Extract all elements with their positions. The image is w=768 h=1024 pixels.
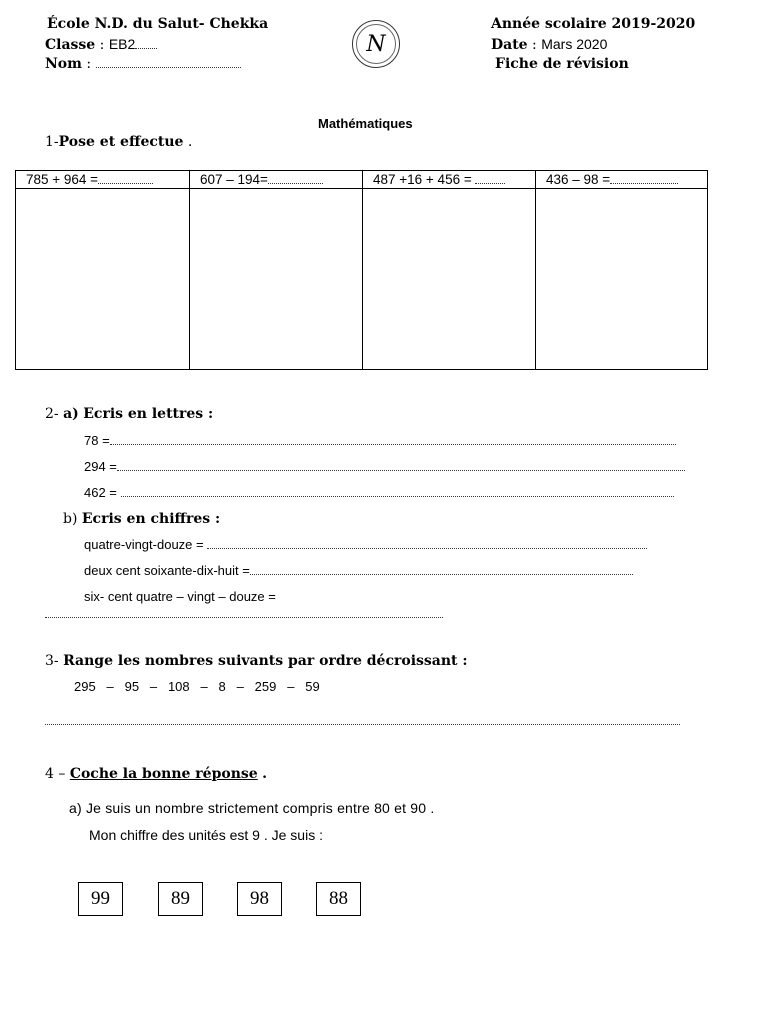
ex2-part-a-title: Ecris en lettres : — [83, 406, 214, 422]
answer-line[interactable] — [207, 538, 647, 549]
work-area[interactable] — [536, 189, 708, 370]
subject-title: Mathématiques — [318, 116, 413, 131]
ex4-instruction: Coche la bonne réponse — [69, 766, 258, 782]
ex4-number: 4 – — [45, 766, 66, 782]
choice-box[interactable]: 98 — [237, 882, 282, 916]
ex2b-line — [84, 537, 647, 552]
choice-box[interactable]: 99 — [78, 882, 123, 916]
choice-box[interactable]: 88 — [316, 882, 361, 916]
school-logo — [352, 20, 400, 68]
work-area[interactable] — [16, 189, 190, 370]
ex1-number: 1- — [45, 134, 59, 150]
name-field[interactable] — [96, 57, 241, 68]
op-dots — [475, 173, 505, 184]
ex3-instruction: Range les nombres suivants par ordre décroissant : — [63, 653, 468, 669]
answer-line[interactable] — [121, 486, 674, 497]
school-year: Année scolaire 2019-2020 — [491, 16, 696, 32]
ex2-heading — [45, 406, 213, 422]
ex2b-line — [84, 589, 276, 604]
ex2-number-value: 462 = — [84, 485, 117, 500]
class-line: Classe : EB2 — [45, 36, 157, 53]
date-value: Mars 2020 — [541, 36, 608, 52]
name-line: Nom : — [45, 56, 241, 72]
ex2-word-value: quatre-vingt-douze = — [84, 537, 204, 552]
op-label: 607 – 194= — [200, 172, 268, 187]
op-dots — [268, 173, 323, 184]
school-name: École N.D. du Salut- Chekka — [47, 16, 269, 32]
op-cell — [16, 171, 190, 189]
ex3-number: 3- — [45, 653, 59, 669]
date-line: Date : Mars 2020 — [491, 36, 608, 53]
class-label: Classe — [45, 37, 96, 53]
ex2-part-b: b) — [63, 511, 78, 527]
ex2b-line — [84, 563, 633, 578]
op-label: 785 + 964 = — [26, 172, 99, 187]
ex4-question-a2: Mon chiffre des unités est 9 . Je suis : — [89, 827, 323, 843]
ex2-part-b-title: Ecris en chiffres : — [81, 511, 221, 527]
ex4-question-a: a) Je suis un nombre strictement compris entre 80 et 90 . — [69, 800, 435, 816]
op-dots — [610, 173, 678, 184]
ex3-answer — [45, 710, 680, 729]
op-label: 487 +16 + 456 = — [373, 172, 472, 187]
ex2-word-value: deux cent soixante-dix-huit = — [84, 563, 250, 578]
op-cell — [363, 171, 536, 189]
class-dots — [135, 38, 157, 49]
answer-line[interactable] — [45, 607, 443, 618]
op-cell — [536, 171, 708, 189]
ex3-heading — [45, 653, 468, 669]
answer-line[interactable] — [250, 564, 633, 575]
sheet-title: Fiche de révision — [495, 56, 629, 72]
ex2-number: 2- — [45, 406, 59, 422]
ex1-instruction: Pose et effectue — [58, 134, 184, 150]
ex2-line — [84, 459, 685, 474]
class-value: EB2 — [108, 36, 136, 52]
op-label: 436 – 98 = — [546, 172, 611, 187]
ex3-sequence: 295 – 95 – 108 – 8 – 259 – 59 — [74, 679, 320, 694]
operations-table — [15, 170, 708, 370]
ex2-number-value: 294 = — [84, 459, 117, 474]
ex2b-heading — [63, 511, 220, 527]
ex2-line — [84, 433, 676, 448]
op-cell — [190, 171, 363, 189]
work-area[interactable] — [363, 189, 536, 370]
ex2b-continuation — [45, 603, 443, 622]
ex2-line — [84, 485, 674, 500]
work-area[interactable] — [190, 189, 363, 370]
ex1-heading: 1-Pose et effectue . — [45, 134, 193, 150]
choice-box[interactable]: 89 — [158, 882, 203, 916]
answer-line[interactable] — [110, 434, 676, 445]
ex2-number-value: 78 = — [84, 433, 110, 448]
answer-line[interactable] — [117, 460, 685, 471]
logo-monogram-icon: N — [356, 24, 396, 64]
name-label: Nom — [45, 56, 82, 72]
ex4-heading: 4 – Coche la bonne réponse . — [45, 766, 268, 782]
ex2-part-a: a) — [63, 406, 79, 422]
ex2-word-value: six- cent quatre – vingt – douze = — [84, 589, 276, 604]
op-dots — [98, 173, 153, 184]
answer-line[interactable] — [45, 714, 680, 725]
date-label: Date — [491, 37, 528, 53]
